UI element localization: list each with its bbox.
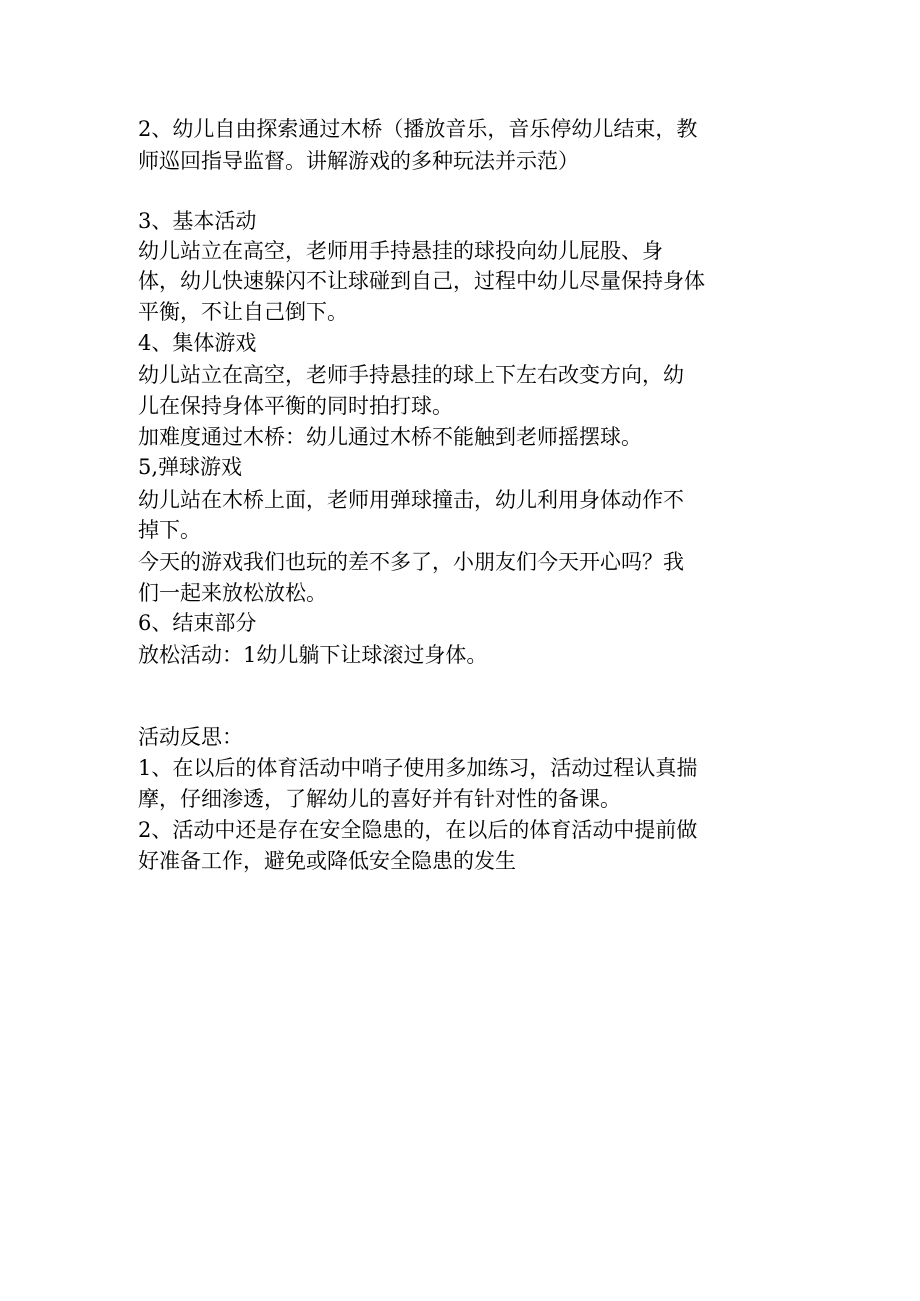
text-line: 们一起来放松放松。 [138, 581, 327, 605]
text-line: 摩，仔细渗透，了解幼儿的喜好并有针对性的备课。 [138, 787, 621, 811]
text-line: 1、在以后的体育活动中哨子使用多加练习，活动过程认真揣 [138, 756, 698, 780]
text-line: 幼儿站立在高空，老师手持悬挂的球上下左右改变方向，幼 [138, 363, 684, 387]
reflection-heading: 活动反思： [138, 725, 243, 749]
text-line: 好准备工作，避免或降低安全隐患的发生 [138, 849, 516, 873]
text-line: 平衡，不让自己倒下。 [138, 300, 348, 324]
section-heading: 6、结束部分 [138, 611, 257, 635]
text-line: 师巡回指导监督。讲解游戏的多种玩法并示范） [138, 149, 579, 173]
section-heading: 5,弹球游戏 [138, 455, 243, 479]
text-line: 掉下。 [138, 518, 201, 542]
text-line: 幼儿站在木桥上面，老师用弹球撞击，幼儿利用身体动作不 [138, 488, 684, 512]
section-heading: 4、集体游戏 [138, 331, 257, 355]
text-line: 放松活动：1幼儿躺下让球滚过身体。 [138, 643, 488, 667]
section-heading: 3、基本活动 [138, 209, 257, 233]
text-line: 2、幼儿自由探索通过木桥（播放音乐，音乐停幼儿结束，教 [138, 117, 698, 141]
text-line: 幼儿站立在高空，老师用手持悬挂的球投向幼儿屁股、身 [138, 239, 663, 263]
text-line: 加难度通过木桥：幼儿通过木桥不能触到老师摇摆球。 [138, 425, 642, 449]
text-line: 今天的游戏我们也玩的差不多了，小朋友们今天开心吗？我 [138, 550, 684, 574]
text-line: 2、活动中还是存在安全隐患的，在以后的体育活动中提前做 [138, 818, 698, 842]
text-line: 体，幼儿快速躲闪不让球碰到自己，过程中幼儿尽量保持身体 [138, 269, 705, 293]
text-line: 儿在保持身体平衡的同时拍打球。 [138, 394, 453, 418]
